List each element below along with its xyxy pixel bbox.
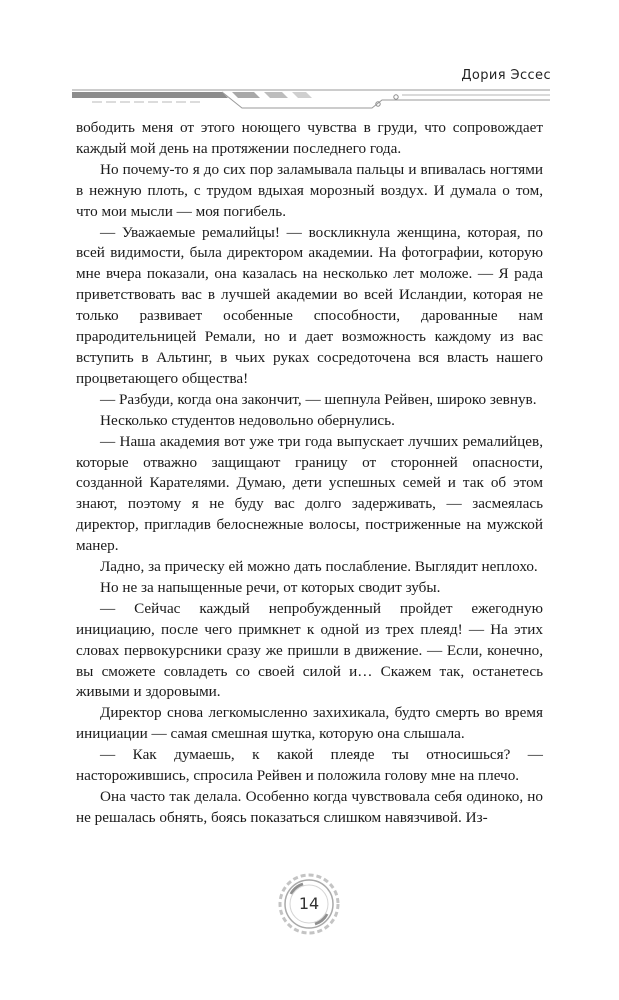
- page-number-badge: [277, 872, 341, 936]
- paragraph-11: — Как думаешь, к какой плеяде ты относишься? — насторожившись, спросила Рейвен и положила голову мне на плечо.: [76, 746, 543, 785]
- body-text: [76, 118, 543, 829]
- paragraph-1: вободить меня от этого ноющего чувства в груди, что сопровождает каждый мой день на протяжении последнего года.: [76, 119, 543, 157]
- paragraph-7: Ладно, за прическу ей можно дать послабление. Выглядит неплохо.: [100, 558, 538, 576]
- paragraph-10: Директор снова легкомысленно захихикала, будто смерть во время инициации — самая смешная шутка, которую она слышала.: [76, 704, 543, 743]
- author-name: Дория Эссес: [461, 68, 551, 83]
- header-ornament: [72, 86, 550, 112]
- paragraph-9: — Сейчас каждый непробужденный пройдет ежегодную инициацию, после чего примкнет к одной из трех плеяд! — На этих словах первокурсники сразу же пришли в движение. — Если, конечно, вы сможете совладеть со своей силой и… Скажем так, останетесь живыми и здоровыми.: [76, 599, 543, 701]
- running-header: [0, 60, 619, 110]
- paragraph-3: — Уважаемые ремалийцы! — воскликнула женщина, которая, по всей видимости, была директором академии. На фотографии, которую мне вчера показали, она казалась на несколько лет моложе. — Я рада приветствовать вас в лучшей академии во всей Исландии, которая не только развивает особенные способности, дарованные нам прародительницей Ремали, но и дает возможность каждому из вас вступить в Альтинг, в чьих руках сосредоточена вся власть нашего процветающего общества!: [76, 223, 543, 387]
- paragraph-8: Но не за напыщенные речи, от которых сводит зубы.: [100, 578, 441, 596]
- paragraph-5: Несколько студентов недовольно обернулись.: [100, 411, 395, 429]
- paragraph-6: — Наша академия вот уже три года выпускает лучших ремалийцев, которые отважно защищают границу от сторонней опасности, созданной Карателями. Думаю, дети успешных семей и так об этом знают, поэтому я не буду вас долго задерживать, — засмеялась директор, пригладив белоснежные волосы, постриженные на мужской манер.: [76, 432, 543, 555]
- page-number: 14: [298, 894, 320, 913]
- paragraph-2: Но почему-то я до сих пор заламывала пальцы и впивалась ногтями в нежную плоть, с трудом вдыхая морозный воздух. И думала о том, что мои мысли — моя погибель.: [76, 160, 543, 220]
- paragraph-4: — Разбуди, когда она закончит, — шепнула Рейвен, широко зевнув.: [100, 390, 537, 408]
- paragraph-12: Она часто так делала. Особенно когда чувствовала себя одиноко, но не решалась обнять, боясь показаться слишком навязчивой. Из-: [76, 788, 543, 826]
